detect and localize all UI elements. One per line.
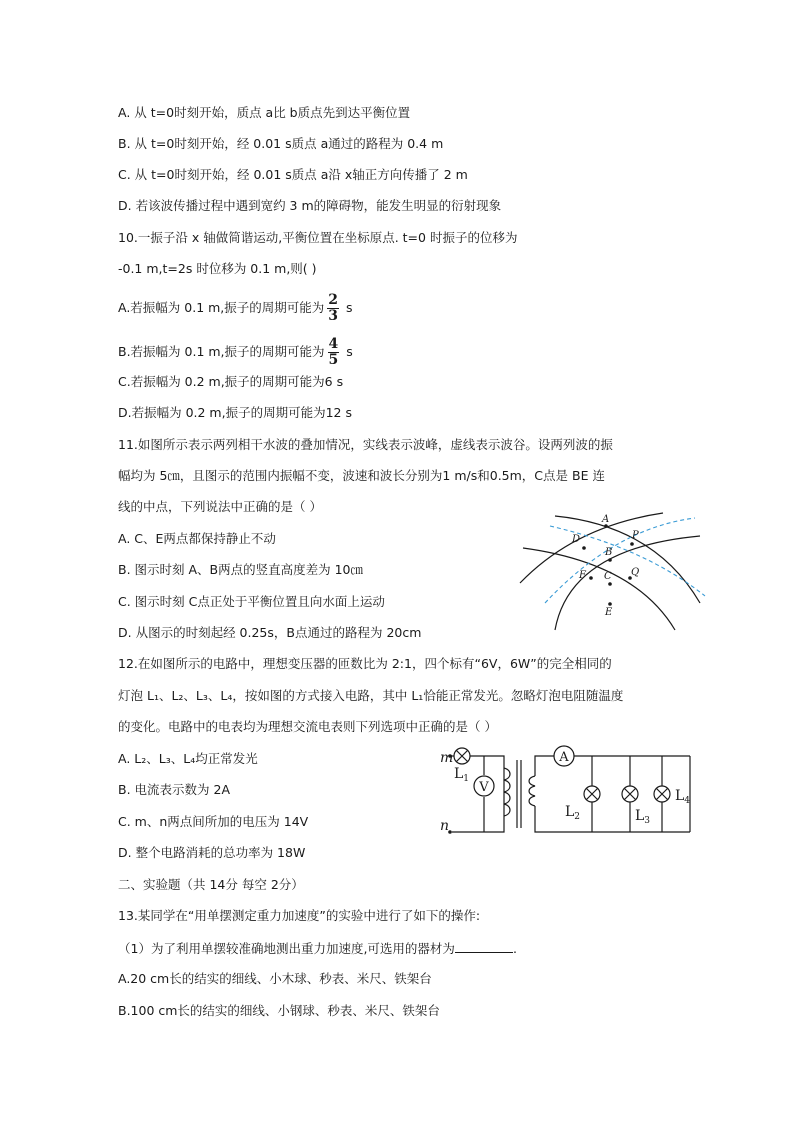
label-a: A	[602, 514, 610, 525]
fraction-denominator: 5	[328, 352, 339, 368]
label-c: C	[604, 571, 612, 582]
fraction-four-fifths	[328, 337, 340, 368]
terminal-n-label: n	[440, 818, 450, 834]
point-f-dot	[589, 576, 593, 580]
q13-option-b: B.100 cm长的结实的细线、小钢球、秒表、米尺、铁架台	[118, 1003, 440, 1018]
q12-option-c: C. m、n两点间所加的电压为 14V	[118, 814, 309, 829]
q11-stem-line2: 幅均为 5㎝，且图示的范围内振幅不变，波速和波长分别为1 m/s和0.5m，C点是 BE 连	[118, 468, 605, 483]
label-p: P	[632, 530, 639, 541]
q12-stem-line2: 灯泡 L₁、L₂、L₃、L₄，按如图的方式接入电路，其中 L₁恰能正常发光。忽略灯泡电阻随温度	[118, 688, 624, 703]
q9-option-d: D. 若该波传播过程中遇到宽约 3 m的障碍物，能发生明显的衍射现象	[118, 198, 502, 213]
q10-option-c: C.若振幅为 0.2 m,振子的周期可能为6 s	[118, 374, 344, 389]
wire	[535, 756, 554, 776]
q13-part1	[118, 940, 517, 957]
lamp-l1-label: $L_1$	[454, 766, 470, 784]
lamp-l1-icon	[454, 748, 470, 764]
q13-part1-end: .	[512, 941, 517, 956]
fraction-two-thirds	[327, 293, 339, 324]
q11-option-c: C. 图示时刻 C点正处于平衡位置且向水面上运动	[118, 594, 385, 609]
fraction-denominator: 3	[328, 308, 339, 324]
q9-option-a: A. 从 t=0时刻开始，质点 a比 b质点先到达平衡位置	[118, 105, 411, 120]
q13-option-a: A.20 cm长的结实的细线、小木球、秒表、米尺、铁架台	[118, 971, 432, 986]
ammeter-label: A	[559, 750, 569, 765]
label-b: B	[605, 547, 613, 558]
label-d: D	[572, 534, 581, 545]
unit-seconds: s	[346, 300, 353, 315]
q9-option-b: B. 从 t=0时刻开始，经 0.01 s质点 a通过的路程为 0.4 m	[118, 136, 444, 151]
q12-stem-line3: 的变化。电路中的电表均为理想交流电表则下列选项中正确的是（ ）	[118, 719, 497, 734]
lamp-l2-label: $L_2$	[565, 804, 581, 822]
point-d-dot	[582, 546, 586, 550]
q10-option-b-text: B.若振幅为 0.1 m,振子的周期可能为	[118, 344, 325, 359]
primary-coil	[504, 768, 510, 816]
q12-option-b: B. 电流表示数为 2A	[118, 782, 230, 797]
wave-interference-figure	[515, 508, 720, 633]
secondary-coil	[529, 776, 535, 806]
q10-option-a	[118, 293, 353, 324]
q10-option-b	[118, 337, 353, 368]
lamp-l2-icon	[584, 786, 600, 802]
wave-crest-line	[555, 536, 700, 630]
q11-stem-line1: 11.如图所示表示两列相干水波的叠加情况，实线表示波峰，虚线表示波谷。设两列波的振	[118, 437, 613, 452]
q13-stem: 13.某同学在“用单摆测定重力加速度”的实验中进行了如下的操作:	[118, 908, 481, 923]
wire	[535, 806, 690, 832]
q12-option-a: A. L₂、L₃、L₄均正常发光	[118, 751, 258, 766]
wave-crest-line	[520, 513, 663, 583]
q11-option-a: A. C、E两点都保持静止不动	[118, 531, 276, 546]
fraction-numerator: 2	[328, 292, 339, 308]
q11-option-b: B. 图示时刻 A、B两点的竖直高度差为 10㎝	[118, 562, 364, 577]
lamp-l3-icon	[622, 786, 638, 802]
point-b-dot	[608, 558, 612, 562]
transformer-circuit-figure	[432, 740, 707, 840]
voltmeter-label: V	[479, 780, 489, 795]
q12-option-d: D. 整个电路消耗的总功率为 18W	[118, 845, 306, 860]
lamp-l3-label: $L_3$	[635, 808, 651, 826]
q10-stem-line2: -0.1 m,t=2s 时位移为 0.1 m,则( )	[118, 261, 317, 276]
q13-part1-text: （1）为了利用单摆较准确地测出重力加速度,可选用的器材为	[118, 941, 455, 956]
terminal-m-label: m	[440, 750, 454, 766]
q11-stem-line3: 线的中点，下列说法中正确的是（ ）	[118, 499, 322, 514]
unit-seconds: s	[346, 344, 353, 359]
point-c-dot	[608, 582, 612, 586]
q10-option-a-text: A.若振幅为 0.1 m,振子的周期可能为	[118, 300, 325, 315]
q9-option-c: C. 从 t=0时刻开始，经 0.01 s质点 a沿 x轴正方向传播了 2 m	[118, 167, 468, 182]
q10-stem-line1: 10.一振子沿 x 轴做简谐运动,平衡位置在坐标原点. t=0 时振子的位移为	[118, 230, 518, 245]
point-e-dot	[608, 602, 612, 606]
label-e: E	[605, 607, 613, 618]
q12-stem-line1: 12.在如图所示的电路中，理想变压器的匝数比为 2:1，四个标有“6V，6W”的完全相同的	[118, 656, 612, 671]
label-f: F	[579, 570, 586, 581]
answer-blank[interactable]	[455, 940, 513, 953]
lamp-l4-label: $L_4$	[675, 788, 691, 806]
wave-trough-line	[545, 518, 695, 603]
fraction-numerator: 4	[328, 336, 339, 352]
q10-option-d: D.若振幅为 0.2 m,振子的周期可能为12 s	[118, 405, 352, 420]
label-q: Q	[631, 567, 640, 578]
lamp-l4-icon	[654, 786, 670, 802]
point-p-dot	[630, 542, 634, 546]
q11-option-d: D. 从图示的时刻起经 0.25s，B点通过的路程为 20cm	[118, 625, 422, 640]
section-heading-experiment: 二、实验题（共 14分 每空 2分）	[118, 877, 304, 892]
